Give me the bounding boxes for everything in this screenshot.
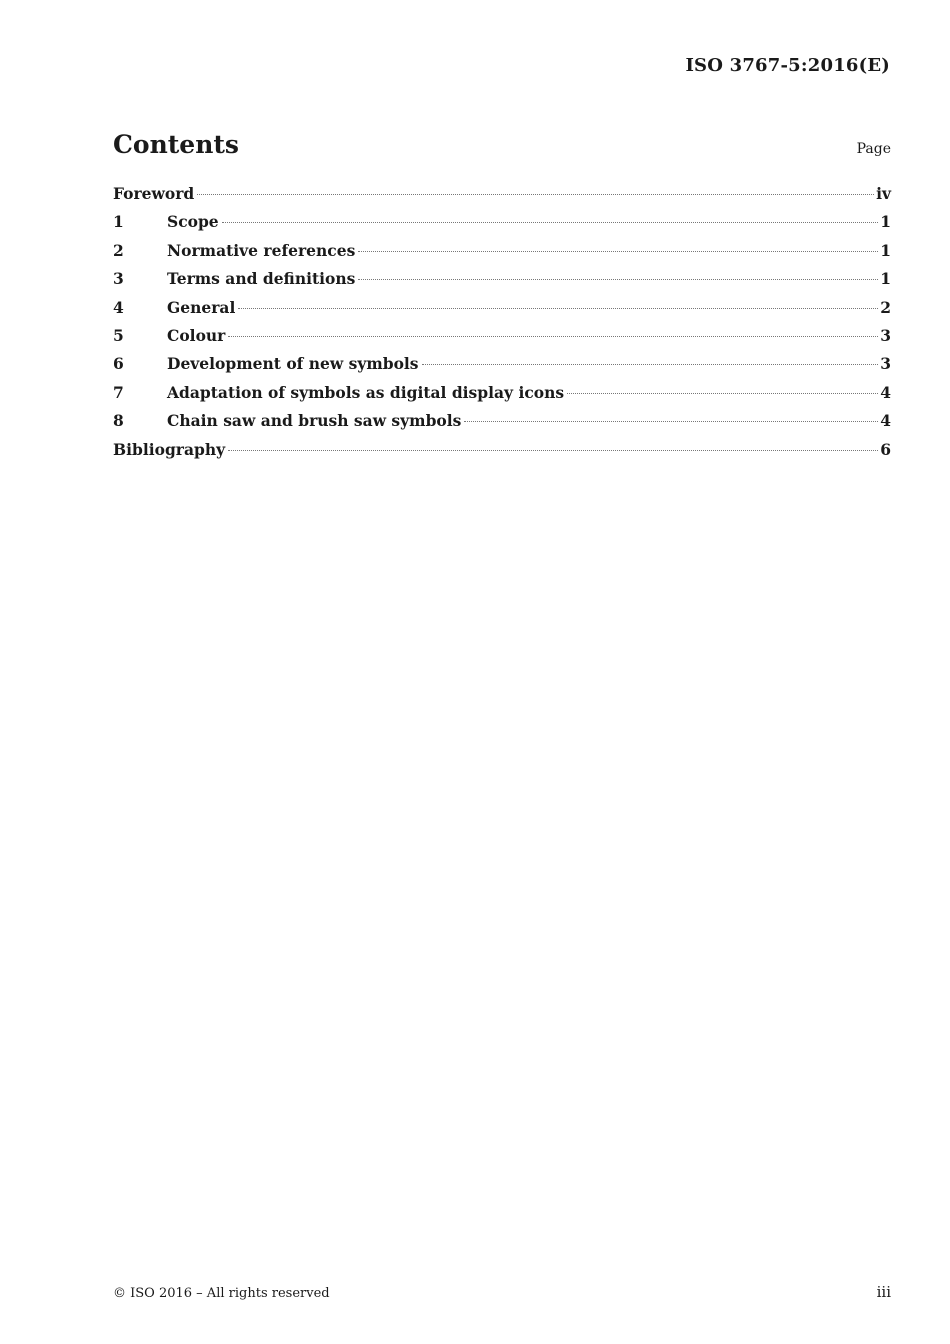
toc-entry-number: 7 bbox=[113, 382, 124, 402]
toc-entry-bibliography[interactable] bbox=[113, 440, 891, 468]
page-column-label: Page bbox=[856, 141, 891, 157]
toc-entry-number: 3 bbox=[113, 269, 124, 289]
toc-entry-general[interactable] bbox=[113, 298, 891, 326]
toc-entry-page: 6 bbox=[880, 439, 891, 459]
toc-leader-dots bbox=[358, 251, 878, 252]
toc-entry-title: Foreword bbox=[113, 184, 195, 203]
toc-entry-adaptation-of-symbols[interactable] bbox=[113, 383, 891, 411]
toc-leader-dots bbox=[228, 336, 878, 337]
toc-entry-number: 6 bbox=[113, 354, 124, 374]
toc-leader-dots bbox=[567, 393, 878, 394]
toc-entry-title: Adaptation of symbols as digital display icons bbox=[167, 382, 565, 402]
toc-entry-page: 1 bbox=[880, 269, 891, 289]
toc-entry-terms-and-definitions[interactable] bbox=[113, 269, 891, 297]
toc-entry-chain-saw-and-brush-saw-symbols[interactable] bbox=[113, 411, 891, 439]
page-footer bbox=[113, 1283, 891, 1301]
toc-entry-title: Terms and definitions bbox=[167, 269, 356, 289]
toc-entry-title: Normative references bbox=[167, 240, 356, 260]
toc-leader-dots bbox=[358, 279, 878, 280]
toc-entry-page: 4 bbox=[880, 382, 891, 402]
document-id: ISO 3767-5:2016(E) bbox=[685, 55, 890, 76]
page-number: iii bbox=[876, 1283, 891, 1301]
toc-leader-dots bbox=[222, 222, 879, 223]
toc-entry-foreword[interactable] bbox=[113, 184, 891, 212]
toc-entry-number: 2 bbox=[113, 240, 124, 260]
toc-entry-title: General bbox=[167, 297, 236, 317]
toc-entry-number: 4 bbox=[113, 297, 124, 317]
toc-entry-page: 3 bbox=[880, 354, 891, 374]
contents-header bbox=[113, 130, 891, 159]
toc-leader-dots bbox=[238, 308, 878, 309]
toc-entry-normative-references[interactable] bbox=[113, 241, 891, 269]
toc-entry-number: 8 bbox=[113, 411, 124, 431]
toc-entry-page: 1 bbox=[880, 240, 891, 260]
toc-entry-page: 4 bbox=[880, 411, 891, 431]
toc-entry-page: 1 bbox=[880, 212, 891, 232]
toc-entry-title: Bibliography bbox=[113, 439, 226, 459]
toc-leader-dots bbox=[464, 421, 878, 422]
contents-title: Contents bbox=[113, 130, 240, 159]
toc-entry-number: 5 bbox=[113, 325, 124, 345]
copyright-notice: © ISO 2016 – All rights reserved bbox=[113, 1286, 330, 1301]
toc-entry-page: 3 bbox=[880, 325, 891, 345]
toc-leader-dots bbox=[197, 194, 874, 195]
table-of-contents bbox=[113, 184, 891, 468]
toc-entry-colour[interactable] bbox=[113, 326, 891, 354]
toc-entry-title: Chain saw and brush saw symbols bbox=[167, 411, 462, 431]
toc-leader-dots bbox=[422, 364, 879, 365]
toc-entry-title: Scope bbox=[167, 212, 219, 232]
toc-entry-title: Colour bbox=[167, 325, 226, 345]
toc-entry-scope[interactable] bbox=[113, 212, 891, 240]
toc-entry-page: 2 bbox=[880, 297, 891, 317]
toc-entry-development-of-new-symbols[interactable] bbox=[113, 354, 891, 382]
toc-entry-page: iv bbox=[876, 184, 891, 203]
toc-entry-title: Development of new symbols bbox=[167, 354, 419, 374]
toc-leader-dots bbox=[228, 450, 878, 451]
toc-entry-number: 1 bbox=[113, 212, 124, 232]
